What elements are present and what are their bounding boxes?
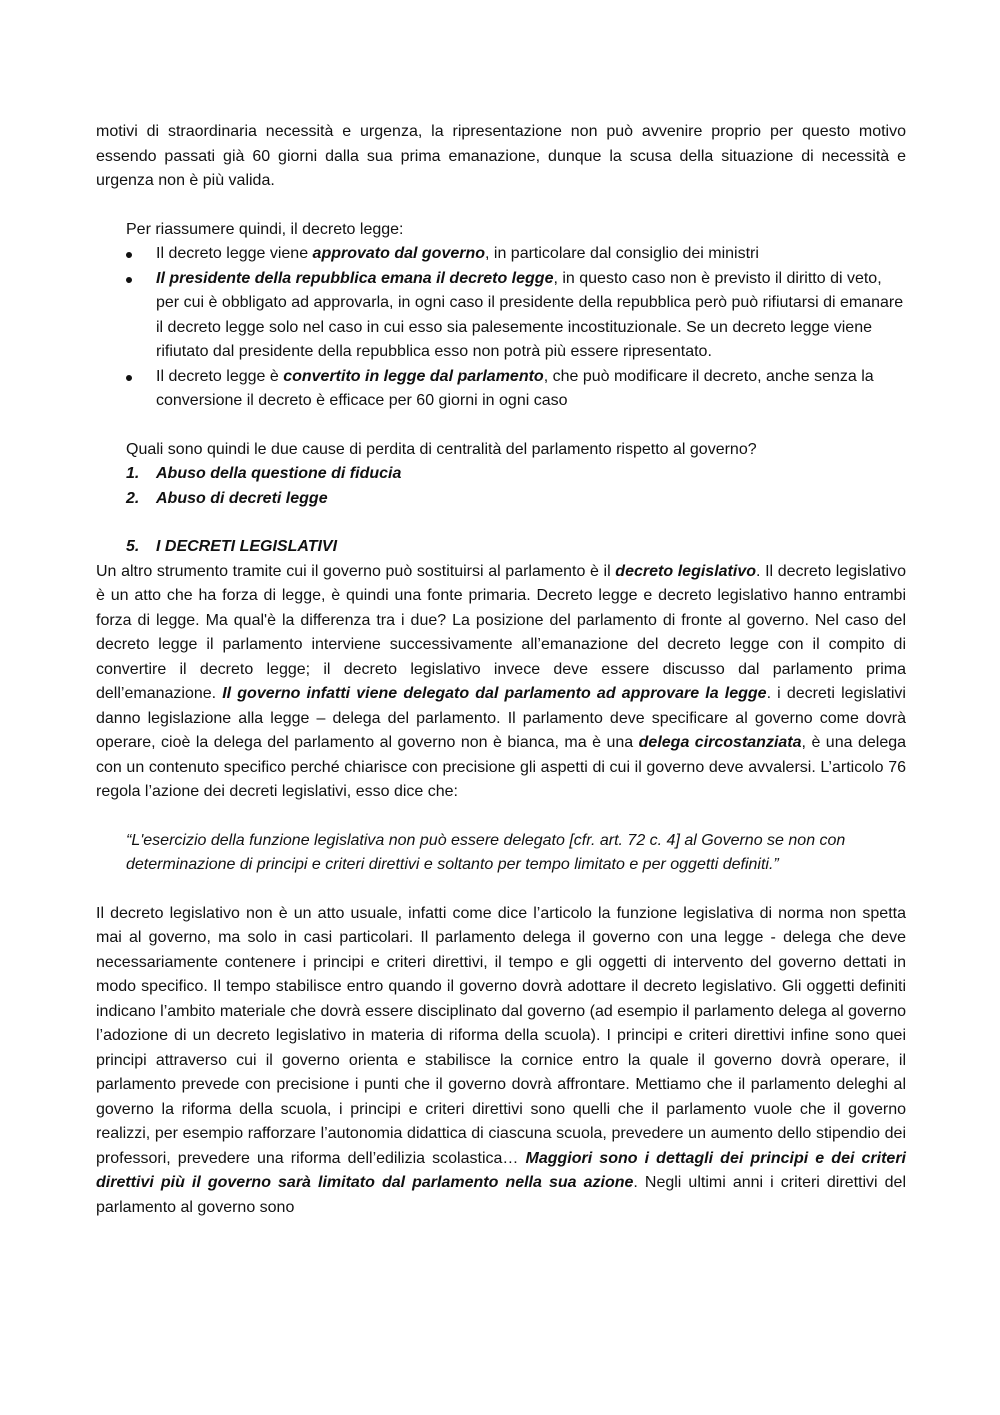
item-emphasis: approvato dal governo [312, 245, 486, 262]
list-item [126, 242, 906, 267]
text-run: . i decreti legislativi danno legislazione alla legge – delega del parlamento. Il parlamento deve specificare al governo come dovrà operare, cioè la delega del parlamento al governo non è bianca, ma è una [96, 685, 906, 751]
document-page [96, 120, 906, 1220]
section-number: 5. [126, 538, 140, 555]
spacer [96, 878, 906, 902]
list-item [126, 365, 906, 414]
item-text: Il decreto legge viene [156, 245, 313, 262]
item-text: , in questo caso non è previsto il diritto di veto, per cui è obbligato ad approvarla, in ogni caso il presidente della repubblica però può rifiutarsi di emanare il decreto legge solo nel caso in cui esso sia palesemente incostituzionale. Se un decreto legge viene rifiutato dal presidente della repubblica esso non potrà più essere ripresentato. [156, 269, 904, 360]
spacer [96, 194, 906, 218]
spacer [96, 511, 906, 535]
list-item [126, 267, 906, 365]
text-run: . Negli ultimi anni i criteri direttivi del parlamento al governo sono [96, 1174, 906, 1216]
text-run: . Il decreto legislativo è un atto che ha forza di legge, è quindi una fonte primaria. Decreto legge e decreto legislativo hanno entrambi forza di legge. Ma qual'è la differenza tra i due? La posizione del parlamento di fronte al governo. Nel caso del decreto legge il parlamento interviene successivamente all’emanazione del decreto legge con il compito di convertire il decreto legge; il decreto legislativo invece deve essere discusso dal parlamento prima dell’emanazione. [96, 562, 907, 702]
emphasis-run: Maggiori sono i dettagli dei principi e dei criteri direttivi più il governo sarà limitato dal parlamento nella sua azione [96, 1149, 907, 1191]
text-run: Il decreto legislativo non è un atto usuale, infatti come dice l’articolo la funzione legislativa di norma non spetta mai al governo, ma solo in casi particolari. Il parlamento delega il governo con una legge - delega che deve necessariamente contenere i principi e criteri direttivi, il tempo e gli oggetti di intervento del governo dettati in modo specifico. Il tempo stabilisce entro quando il governo dovrà adottare il decreto legislativo. Gli oggetti definiti indicano l’ambito materiale che dovrà essere disciplinato dal governo (ad esempio il parlamento delega al governo l’adozione di un decreto legislativo in materia di riforma della scuola). I principi e criteri direttivi infine sono quei principi attraverso cui il governo orienta e stabilisce la cornice entro la quale il governo dovrà operare, il parlamento prevede con precisione i punti che il governo dovrà affrontare. Mettiamo che il parlamento deleghi al governo la riforma della scuola, i principi e criteri direttivi sono quelli che il parlamento vuole che il governo realizzi, per esempio rafforzare l’autonomia didattica di ciascuna scuola, prevedere un aumento dello stipendio dei professori, prevedere una riforma dell’edilizia scolastica… [96, 904, 906, 1167]
spacer [96, 805, 906, 829]
item-text: Abuso della questione di fiducia [156, 465, 402, 482]
causes-list [96, 462, 906, 511]
bullet-icon [126, 252, 132, 258]
body-paragraph [96, 902, 906, 1221]
item-text: Il decreto legge è [156, 367, 284, 385]
summary-list [96, 242, 906, 414]
list-item [126, 487, 906, 512]
article-quote: “L'esercizio della funzione legislativa non può essere delegato [cfr. art. 72 c. 4] al Governo se non con determinazione di principi e criteri direttivi e soltanto per tempo limitato e per oggetti definiti.” [126, 831, 846, 873]
intro-paragraph: motivi di straordinaria necessità e urgenza, la ripresentazione non può avvenire proprio per questo motivo essendo passati già 60 giorni dalla sua prima emanazione, dunque la scusa della situazione di necessità e urgenza non è più valida. [96, 123, 906, 189]
text-run: Un altro strumento tramite cui il governo può sostituirsi al parlamento è il [96, 562, 616, 580]
item-emphasis: convertito in legge dal parlamento [283, 367, 544, 385]
item-text: , che può modificare il decreto, anche senza la conversione il decreto è efficace per 60 giorni in ogni caso [156, 367, 874, 409]
bullet-icon [126, 375, 132, 381]
list-item [126, 462, 906, 487]
item-emphasis: Il presidente della repubblica emana il decreto legge [156, 269, 554, 287]
spacer [96, 414, 906, 438]
body-paragraph [96, 560, 906, 805]
item-text: Abuso di decreti legge [156, 489, 328, 507]
emphasis-run: delega circostanziata [638, 734, 802, 751]
bullet-icon [126, 277, 132, 283]
section-title: I DECRETI LEGISLATIVI [156, 538, 338, 555]
item-number: 1. [126, 465, 140, 482]
emphasis-run: decreto legislativo [615, 562, 756, 580]
text-run: , è una delega con un contenuto specifico perché chiarisce con precisione gli aspetti di cui il governo deve avvalersi. L’articolo 76 regola l’azione dei decreti legislativi, esso dice che: [96, 734, 907, 800]
emphasis-run: Il governo infatti viene delegato dal parlamento ad approvare la legge [222, 685, 767, 702]
item-number: 2. [126, 489, 140, 507]
item-text: , in particolare dal consiglio dei ministri [485, 245, 759, 262]
summary-lead: Per riassumere quindi, il decreto legge: [126, 220, 404, 238]
section-heading [96, 535, 906, 560]
causes-question: Quali sono quindi le due cause di perdita di centralità del parlamento rispetto al governo? [126, 440, 757, 458]
